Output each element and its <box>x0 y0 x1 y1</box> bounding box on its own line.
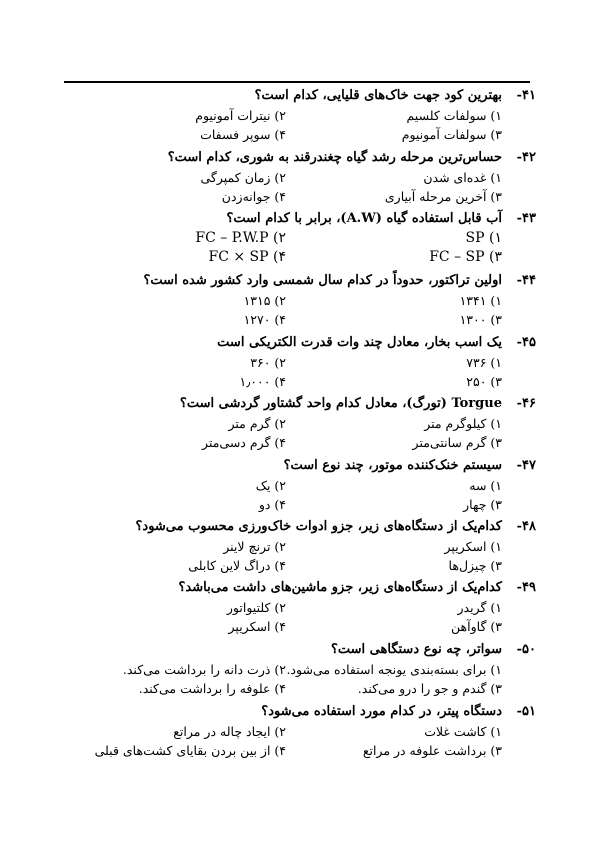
question-number: ۴۳- <box>516 211 536 226</box>
option-3: ۳) آخرین مرحله آبیاری <box>384 189 502 204</box>
question-49 <box>60 578 536 636</box>
option-4: ۴) از بین بردن بقایای کشت‌های قبلی <box>94 743 286 758</box>
question-text: بهترین کود جهت خاک‌های قلیایی، کدام است؟ <box>254 88 502 103</box>
option-4: FC × SP (۴ <box>208 249 286 265</box>
question-text: سیستم خنک‌کننده موتور، چند نوع است؟ <box>283 458 502 473</box>
question-number: ۴۶- <box>516 396 536 411</box>
question-text: یک اسب بخار، معادل چند وات قدرت الکتریکی است <box>217 335 502 350</box>
question-text: کدام‌یک از دستگاه‌های زیر، جزو ماشین‌های داشت می‌باشد؟ <box>178 580 502 595</box>
option-1: ۱) سه <box>469 478 502 493</box>
question-46 <box>60 394 536 452</box>
question-text: دستگاه پیتر، در کدام مورد استفاده می‌شود؟ <box>261 704 502 719</box>
option-1: SP (۱ <box>465 230 502 246</box>
option-2: ۲) گرم متر <box>228 416 286 431</box>
option-3: ۳) چیزل‌ها <box>448 558 502 573</box>
option-4: ۴) ۱٫۰۰۰ <box>239 374 286 389</box>
question-48 <box>60 517 536 575</box>
question-45 <box>60 333 536 391</box>
option-4: ۴) دو <box>258 497 286 512</box>
question-number: ۴۱- <box>516 88 536 103</box>
option-4: ۴) اسکریپر <box>228 619 286 634</box>
question-51 <box>60 702 536 760</box>
option-3: ۳) برداشت علوفه در مراتع <box>362 743 502 758</box>
option-1: ۱) گریدر <box>457 600 502 615</box>
option-2: ۲) ذرت دانه را برداشت می‌کند. <box>122 662 286 677</box>
question-50 <box>60 640 536 698</box>
option-3: ۳) چهار <box>463 497 502 512</box>
option-2: ۲) کلتیواتور <box>226 600 286 615</box>
question-text: حساس‌ترین مرحله رشد گیاه چغندرقند به شوری، کدام است؟ <box>167 150 502 165</box>
question-text: سواتر، چه نوع دستگاهی است؟ <box>330 642 502 657</box>
option-3: ۳) گرم سانتی‌متر <box>412 435 502 450</box>
header-rule <box>64 81 530 83</box>
option-2: ۲) ترنچ لاینر <box>223 539 286 554</box>
option-1: ۱) کیلوگرم متر <box>424 416 502 431</box>
question-41 <box>60 86 536 144</box>
question-number: ۴۴- <box>516 273 536 288</box>
question-number: ۴۸- <box>516 519 536 534</box>
question-number: ۴۷- <box>516 458 536 473</box>
option-4: ۴) گرم دسی‌متر <box>202 435 286 450</box>
option-3: ۳) سولفات آمونیوم <box>401 127 502 142</box>
option-1: ۱) اسکریپر <box>444 539 502 554</box>
option-2: ۲) زمان کمپرگی <box>200 170 286 185</box>
option-1: ۱) کاشت غلات <box>424 724 502 739</box>
option-4: ۴) علوفه را برداشت می‌کند. <box>138 681 286 696</box>
question-44 <box>60 271 536 329</box>
option-4: ۴) سوپر فسفات <box>200 127 286 142</box>
option-3: ۳) گندم و جو را درو می‌کند. <box>357 681 502 696</box>
option-2: ۲) ۱۳۱۵ <box>243 293 286 308</box>
question-text: آب قابل استفاده گیاه (A.W)، برابر با کدام است؟ <box>226 211 502 226</box>
option-4: ۴) ۱۲۷۰ <box>243 312 286 327</box>
option-2: ۲) ۳۶۰ <box>250 355 286 370</box>
option-1: ۱) ۷۳۶ <box>466 355 502 370</box>
option-4: ۴) جوانه‌زدن <box>221 189 286 204</box>
question-text: Torgue (تورگ)، معادل کدام واحد گشتاور گردشی است؟ <box>179 396 502 411</box>
option-3: ۳) ۲۵۰ <box>466 374 502 389</box>
question-47 <box>60 456 536 514</box>
question-43 <box>60 209 536 267</box>
question-number: ۴۵- <box>516 335 536 350</box>
option-1: ۱) سولفات کلسیم <box>406 108 502 123</box>
option-2: ۲) ایجاد چاله در مراتع <box>173 724 286 739</box>
question-text: اولین تراکتور، حدوداً در کدام سال شمسی وارد کشور شده است؟ <box>143 273 502 288</box>
question-number: ۴۲- <box>516 150 536 165</box>
option-3: ۳) گاوآهن <box>451 619 502 634</box>
option-2: ۲) نیترات آمونیوم <box>195 108 286 123</box>
question-number: ۵۰- <box>516 642 536 657</box>
option-3: FC – SP (۳ <box>429 249 502 265</box>
option-4: ۴) دراگ لاین کابلی <box>188 558 286 573</box>
option-1: ۱) برای بسته‌بندی یونجه استفاده می‌شود. <box>286 662 502 677</box>
option-1: ۱) غده‌ای شدن <box>423 170 502 185</box>
question-number: ۵۱- <box>516 704 536 719</box>
option-1: ۱) ۱۳۴۱ <box>459 293 502 308</box>
question-text: کدام‌یک از دستگاه‌های زیر، جزو ادوات خاک‌ورزی محسوب می‌شود؟ <box>135 519 502 534</box>
question-number: ۴۹- <box>516 580 536 595</box>
option-2: ۲) یک <box>255 478 286 493</box>
question-42 <box>60 148 536 206</box>
option-2: FC – P.W.P (۲ <box>195 230 286 246</box>
option-3: ۳) ۱۳۰۰ <box>459 312 502 327</box>
